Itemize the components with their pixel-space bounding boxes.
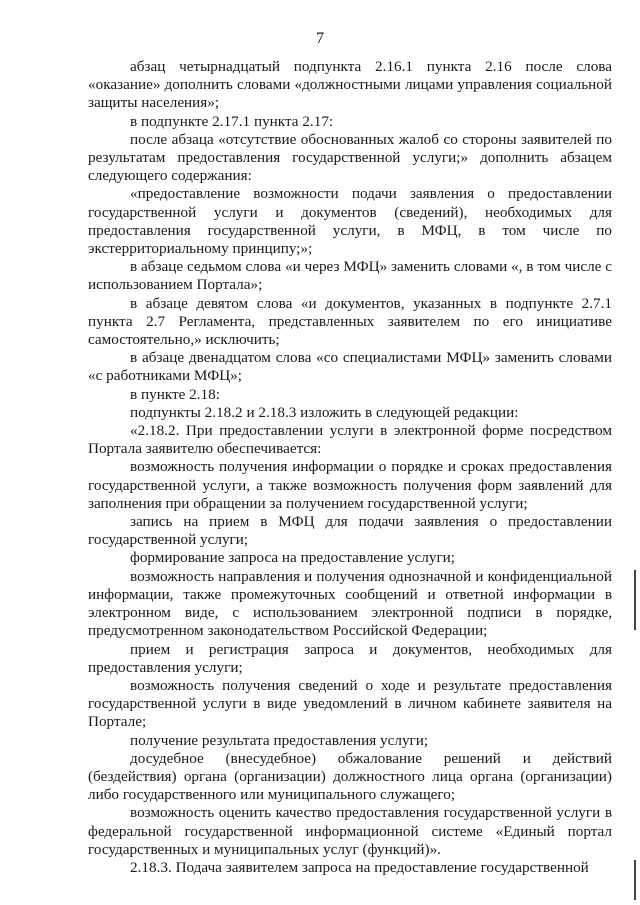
- paragraph: возможность получения сведений о ходе и результате предоставления государственной услуги в виде уведомлений в личном кабинете заявителя на Портале;: [88, 676, 612, 731]
- paragraph: возможность получения информации о порядке и сроках предоставления государственной услуги, а также возможность получения форм заявлений для заполнения при обращении за получением государственной услуги;: [88, 458, 612, 512]
- scan-edge-mark: [634, 860, 636, 900]
- page-number: 7: [316, 30, 324, 47]
- paragraph: формирование запроса на предоставление услуги;: [130, 549, 456, 567]
- paragraph: после абзаца «отсутствие обоснованных жалоб со стороны заявителей по результатам предоставления государственной услуги;» дополнить абзацем следующего содержания:: [88, 130, 612, 185]
- paragraph: 2.18.3. Подача заявителем запроса на предоставление государственной: [130, 858, 589, 876]
- paragraph: в абзаце седьмом слова «и через МФЦ» заменить словами «, в том числе с использованием Портала»;: [88, 258, 612, 294]
- paragraph: запись на прием в МФЦ для подачи заявления о предоставлении государственной услуги;: [88, 513, 612, 549]
- paragraph: подпункты 2.18.2 и 2.18.3 изложить в следующей редакции:: [130, 403, 519, 421]
- paragraph: возможность оценить качество предоставления государственной услуги в федеральной государственной информационной системе «Единый портал государственных и муниципальных услуг (функций)».: [88, 804, 612, 858]
- paragraph: возможность направления и получения однозначной и конфиденциальной информации, также промежуточных сообщений и ответной информации в электронном виде, с использованием электронной подписи в порядке, предусмотренном законодательством Российской Федерации;: [88, 567, 612, 640]
- paragraph: абзац четырнадцатый подпункта 2.16.1 пункта 2.16 после слова «оказание» дополнить словами «должностными лицами управления социальной защиты населения»;: [88, 58, 612, 112]
- paragraph: «предоставление возможности подачи заявления о предоставлении государственной услуги и документов (сведений), необходимых для предоставления государственной услуги, в МФЦ, в том числе по экстерриториальному принципу;»;: [88, 185, 612, 258]
- scan-edge-mark: [634, 570, 636, 630]
- paragraph: получение результата предоставления услуги;: [130, 731, 429, 749]
- paragraph: в абзаце двенадцатом слова «со специалистами МФЦ» заменить словами «с работниками МФЦ»;: [88, 349, 612, 385]
- paragraph: в подпункте 2.17.1 пункта 2.17:: [130, 112, 334, 130]
- document-body: [88, 58, 612, 877]
- paragraph: в пункте 2.18:: [130, 385, 220, 403]
- paragraph: досудебное (внесудебное) обжалование решений и действий (бездействия) органа (организации) должностного лица органа (организации) либо государственного или муниципального служащего;: [88, 749, 612, 804]
- paragraph: «2.18.2. При предоставлении услуги в электронной форме посредством Портала заявителю обеспечивается:: [88, 422, 612, 458]
- paragraph: прием и регистрация запроса и документов, необходимых для предоставления услуги;: [88, 640, 612, 676]
- paragraph: в абзаце девятом слова «и документов, указанных в подпункте 2.7.1 пункта 2.7 Регламента, представленных заявителем по его инициативе самостоятельно,» исключить;: [88, 294, 612, 349]
